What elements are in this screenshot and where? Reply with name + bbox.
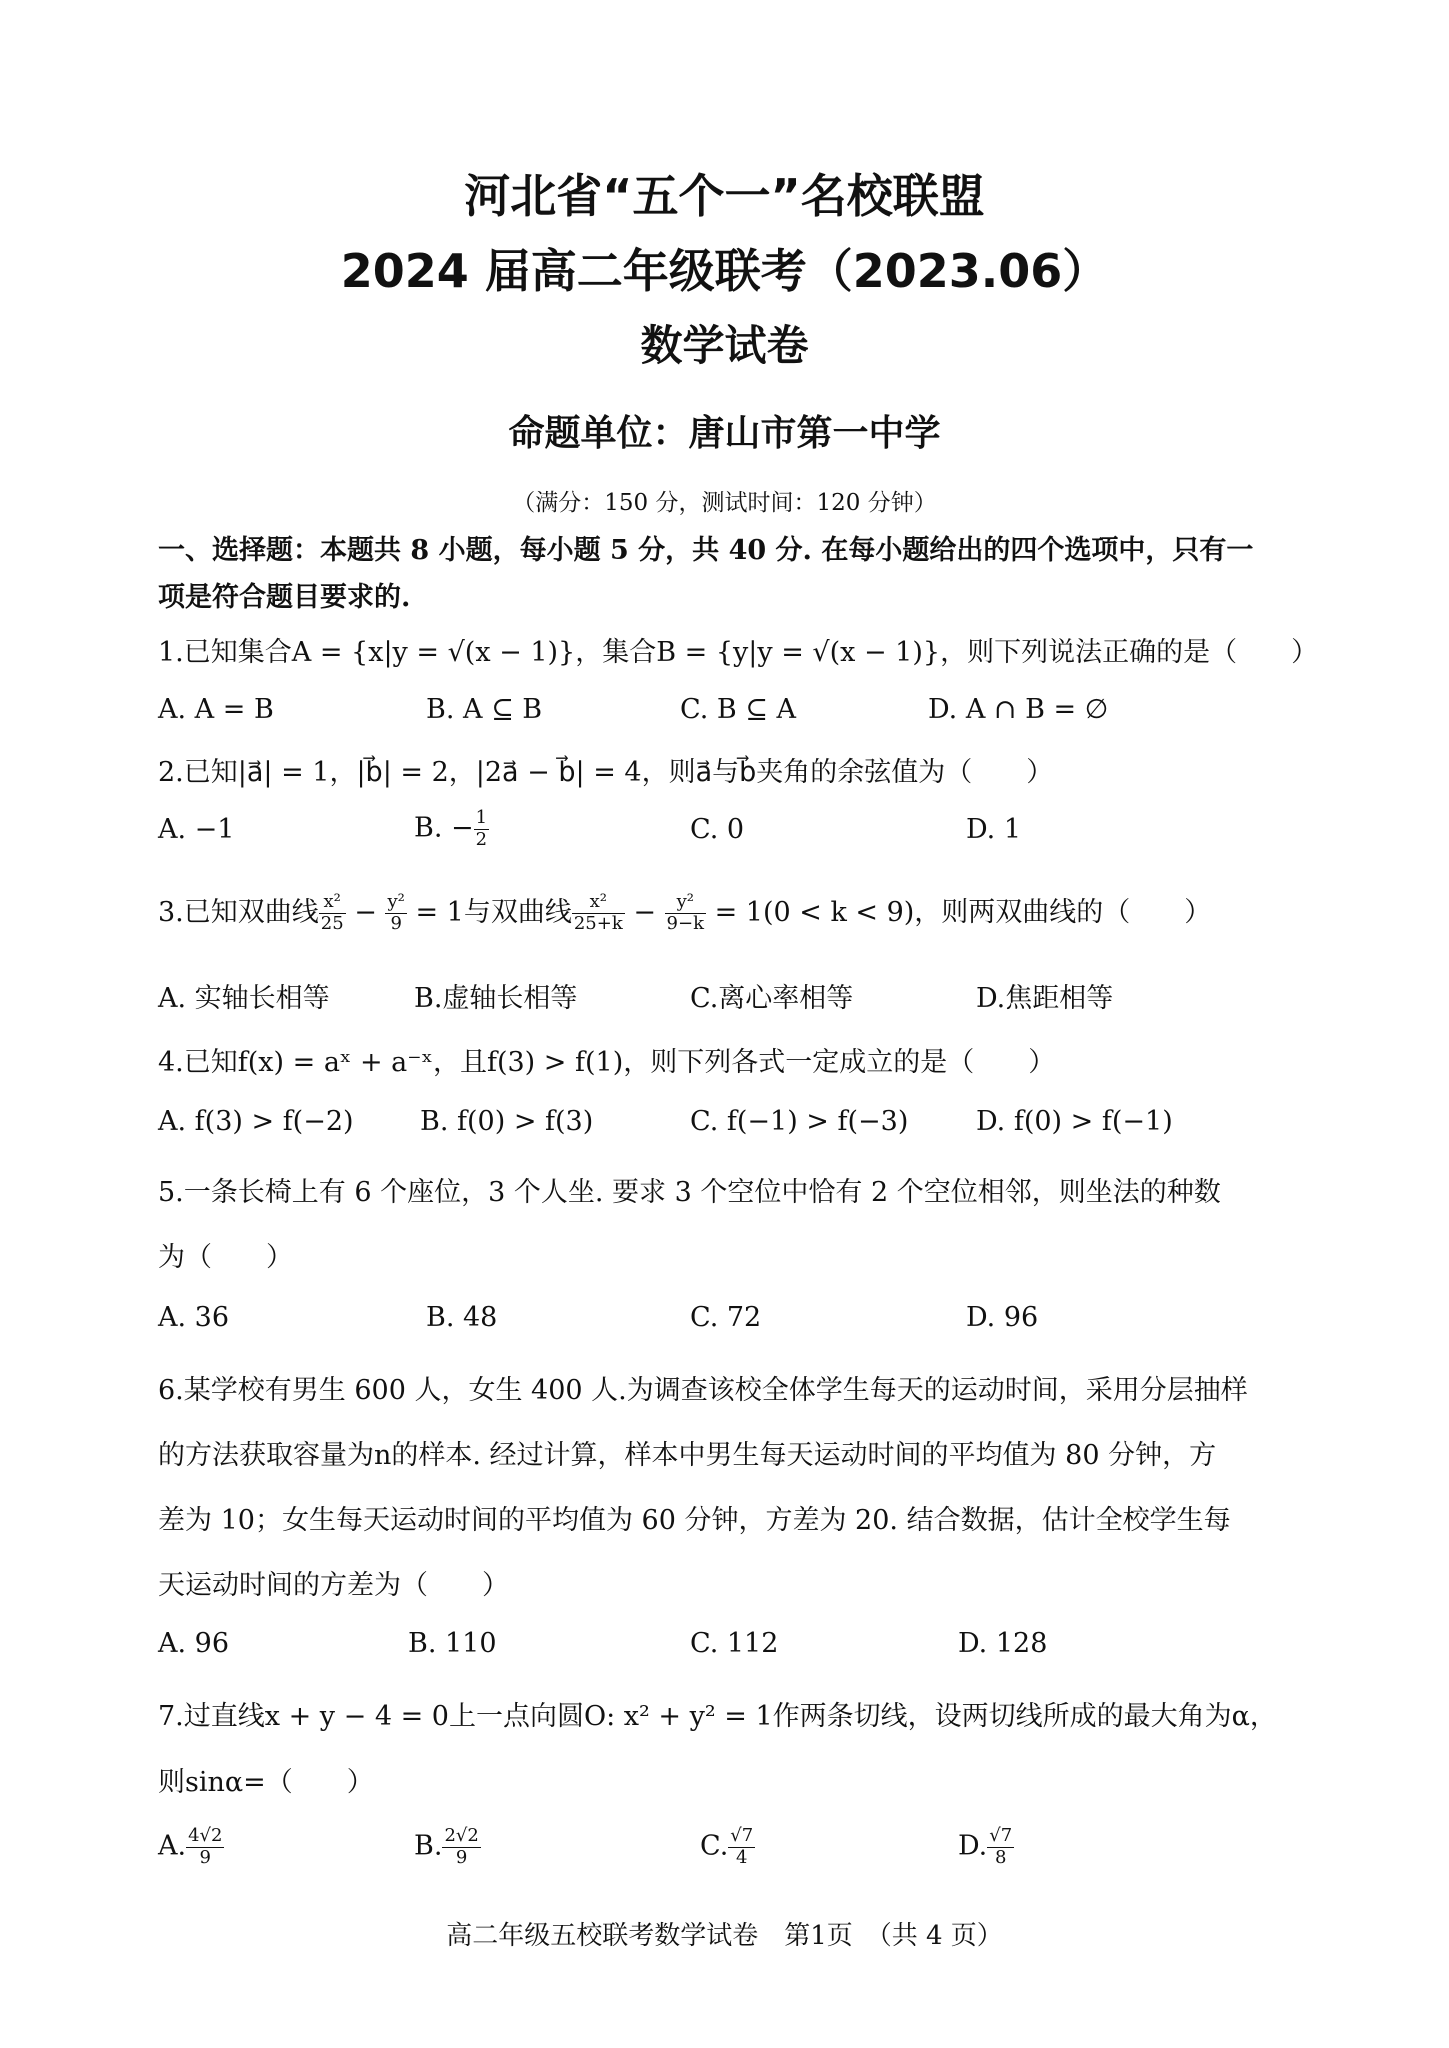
fraction-denominator: 9 [199,1846,211,1868]
question-4-option-d: D. f(0) > f(−1) [976,1106,1173,1137]
question-3-option-d: D.焦距相等 [976,983,1114,1014]
question-1-option-c: C. B ⊆ A [680,694,796,725]
question-5-stem-line2: 为（ ） [158,1242,293,1273]
question-6-stem-line3: 差为 10；女生每天运动时间的平均值为 60 分钟，方差为 20. 结合数据，估计全校学生每 [158,1505,1231,1536]
fraction-numerator: x² [572,892,625,914]
question-7-option-a-fraction [186,1826,224,1868]
question-4-option-a: A. f(3) > f(−2) [158,1106,354,1137]
fraction-numerator: 1 [475,807,488,828]
question-2-option-b-prefix: B. − [414,812,474,844]
fraction-numerator: √7 [989,1825,1013,1846]
question-2-option-b-fraction [474,808,489,850]
question-3-fraction-3 [572,892,625,934]
question-4-option-c: C. f(−1) > f(−3) [690,1106,909,1137]
fraction-denominator: 2 [475,828,488,850]
question-7-stem-line1: 7.过直线x + y − 4 = 0上一点向圆O: x² + y² = 1作两条切线，设两切线所成的最大角为α， [158,1701,1277,1732]
question-2-stem: 2.已知|a⃗| = 1，|b⃗| = 2，|2a⃗ − b⃗| = 4，则a⃗与b⃗夹角的余弦值为（ ） [158,757,1054,788]
question-1-option-a: A. A = B [158,694,274,725]
question-3-option-a: A. 实轴长相等 [158,983,330,1014]
question-7-option-b-fraction [442,1826,480,1868]
question-4-stem: 4.已知f(x) = aˣ + a⁻ˣ，且f(3) > f(1)，则下列各式一定成立的是（ ） [158,1047,1056,1078]
fraction-numerator: 2√2 [444,1825,479,1846]
question-5-option-b: B. 48 [426,1302,498,1333]
option-letter: C. [700,1830,729,1862]
question-6-stem-line4: 天运动时间的方差为（ ） [158,1570,509,1601]
score-note: （满分：150 分，测试时间：120 分钟） [512,490,937,516]
question-6-option-b: B. 110 [408,1628,497,1659]
fraction-denominator: 4 [736,1846,748,1868]
question-3-stem-part2: − [345,897,386,928]
option-letter: B. [414,1830,443,1862]
question-3-fraction-2 [385,892,406,934]
question-3-stem [158,890,1211,935]
option-letter: D. [958,1830,988,1862]
question-6-option-c: C. 112 [690,1628,779,1659]
fraction-numerator: y² [387,891,405,913]
question-6-option-d: D. 128 [958,1628,1048,1659]
question-7-option-d [958,1826,1014,1868]
fraction-numerator: y² [665,892,706,914]
question-3-option-b: B.虚轴长相等 [414,983,578,1014]
question-3-option-c: C.离心率相等 [690,983,854,1014]
section-heading-line1: 一、选择题：本题共 8 小题，每小题 5 分，共 40 分. 在每小题给出的四个选项中，只有一 [158,535,1254,566]
exam-title-line3: 数学试卷 [640,321,809,370]
fraction-denominator: 8 [995,1846,1007,1868]
question-1-stem: 1.已知集合A = {x|y = √(x − 1)}，集合B = {y|y = √(x − 1)}，则下列说法正确的是（ ） [158,637,1319,668]
section-heading-line2: 项是符合题目要求的. [158,582,411,613]
fraction-denominator: 25+k [573,913,623,934]
exam-title-line1: 河北省“五个一”名校联盟 [464,169,985,223]
question-7-option-d-fraction [987,1826,1014,1868]
question-3-fraction-1 [319,892,346,934]
question-7-option-c [700,1826,755,1868]
question-7-stem-line2: 则sinα=（ ） [158,1767,374,1798]
question-1-option-d: D. A ∩ B = ∅ [928,694,1109,725]
question-5-option-c: C. 72 [690,1302,762,1333]
question-3-stem-part5: = 1(0 < k < 9)，则两双曲线的（ ） [705,897,1212,928]
question-5-option-d: D. 96 [966,1302,1039,1333]
question-6-stem-line2: 的方法获取容量为n的样本. 经过计算，样本中男生每天运动时间的平均值为 80 分钟，方 [158,1440,1217,1471]
fraction-denominator: 25 [320,913,344,934]
question-2-option-b [414,808,489,850]
question-6-option-a: A. 96 [158,1628,230,1659]
question-7-option-c-fraction [728,1826,755,1868]
fraction-denominator: 9 [455,1846,468,1868]
question-3-stem-part4: − [624,897,665,928]
fraction-numerator: x² [319,892,346,914]
question-3-stem-part1: 3.已知双曲线 [158,897,319,928]
question-1-option-b: B. A ⊆ B [426,694,543,725]
question-5-stem-line1: 5.一条长椅上有 6 个座位，3 个人坐. 要求 3 个空位中恰有 2 个空位相邻，则坐法的种数 [158,1177,1221,1208]
fraction-numerator: 4√2 [188,1825,223,1846]
option-letter: A. [158,1830,187,1862]
author-unit: 命题单位：唐山市第一中学 [508,412,941,454]
exam-title-line2: 2024 届高二年级联考（2023.06） [340,244,1109,298]
fraction-numerator: √7 [730,1825,754,1846]
question-7-option-a [158,1826,224,1868]
page-footer: 高二年级五校联考数学试卷 第1页 （共 4 页） [446,1921,1003,1951]
question-2-option-d: D. 1 [966,814,1022,845]
question-3-fraction-4 [665,892,706,934]
question-6-stem-line1: 6.某学校有男生 600 人，女生 400 人.为调查该校全体学生每天的运动时间，采用分层抽样 [158,1375,1248,1406]
question-2-option-a: A. −1 [158,814,235,845]
question-5-option-a: A. 36 [158,1302,230,1333]
question-7-option-b [414,1826,481,1868]
question-3-stem-part3: = 1与双曲线 [406,897,572,928]
fraction-denominator: 9 [390,913,402,934]
question-2-option-c: C. 0 [690,814,745,845]
fraction-denominator: 9−k [666,913,704,934]
question-4-option-b: B. f(0) > f(3) [420,1106,594,1137]
